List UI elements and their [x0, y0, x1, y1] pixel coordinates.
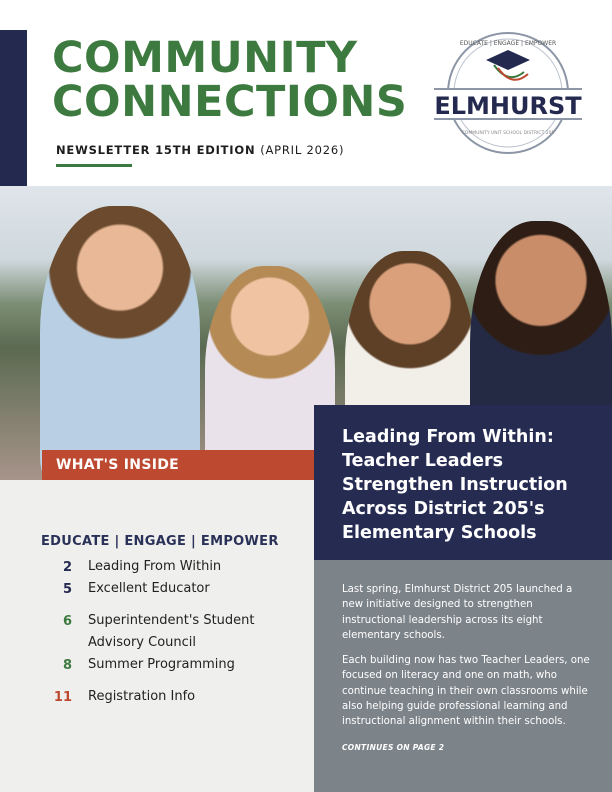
feature-paragraph: Each building now has two Teacher Leaders, one focused on literacy and one on math, who continue teaching in their own classrooms while also helping guide professional learning and instructional alignment within their schools. — [342, 655, 590, 728]
feature-headline: Leading From Within: Teacher Leaders Strengthen Instruction Across District 205's Elementary Schools — [342, 427, 568, 543]
svg-text:COMMUNITY UNIT SCHOOL DISTRICT: COMMUNITY UNIT SCHOOL DISTRICT 205 — [461, 131, 555, 136]
feature-body — [314, 560, 612, 792]
whats-inside-heading: WHAT'S INSIDE — [42, 450, 314, 480]
feature-paragraph: Last spring, Elmhurst District 205 launched a new initiative designed to strengthen instructional leadership across its eight elementary schools. — [342, 584, 573, 641]
newsletter-title — [52, 33, 408, 127]
title-line-2: CONNECTIONS — [52, 77, 408, 127]
edition-line — [56, 143, 344, 157]
continues-link[interactable]: CONTINUES ON PAGE 2 — [342, 742, 445, 752]
svg-text:EDUCATE | ENGAGE | EMPOWER: EDUCATE | ENGAGE | EMPOWER — [459, 40, 557, 47]
toc-page: 5 — [62, 582, 72, 597]
feature-headline-box — [314, 405, 612, 560]
toc-page: 6 — [62, 614, 72, 629]
title-line-1: COMMUNITY — [52, 33, 358, 83]
logo-wordmark: ELMHURST — [434, 92, 582, 120]
tagline: EDUCATE | ENGAGE | EMPOWER — [41, 534, 279, 549]
toc-label: Summer Programming — [88, 657, 235, 672]
toc-label: Excellent Educator — [88, 581, 210, 596]
navy-accent-strip — [0, 30, 27, 186]
toc-label: Registration Info — [88, 689, 196, 704]
edition-date: (APRIL 2026) — [260, 143, 345, 157]
toc-page: 2 — [62, 560, 72, 575]
toc-label: Leading From Within — [88, 559, 222, 574]
toc-label: Superintendent's Student Advisory Council — [88, 613, 255, 650]
toc-page: 8 — [62, 658, 72, 673]
elmhurst-logo — [434, 30, 582, 156]
edition: NEWSLETTER 15TH EDITION — [56, 143, 256, 157]
toc-page: 11 — [53, 690, 72, 705]
divider — [56, 164, 132, 167]
